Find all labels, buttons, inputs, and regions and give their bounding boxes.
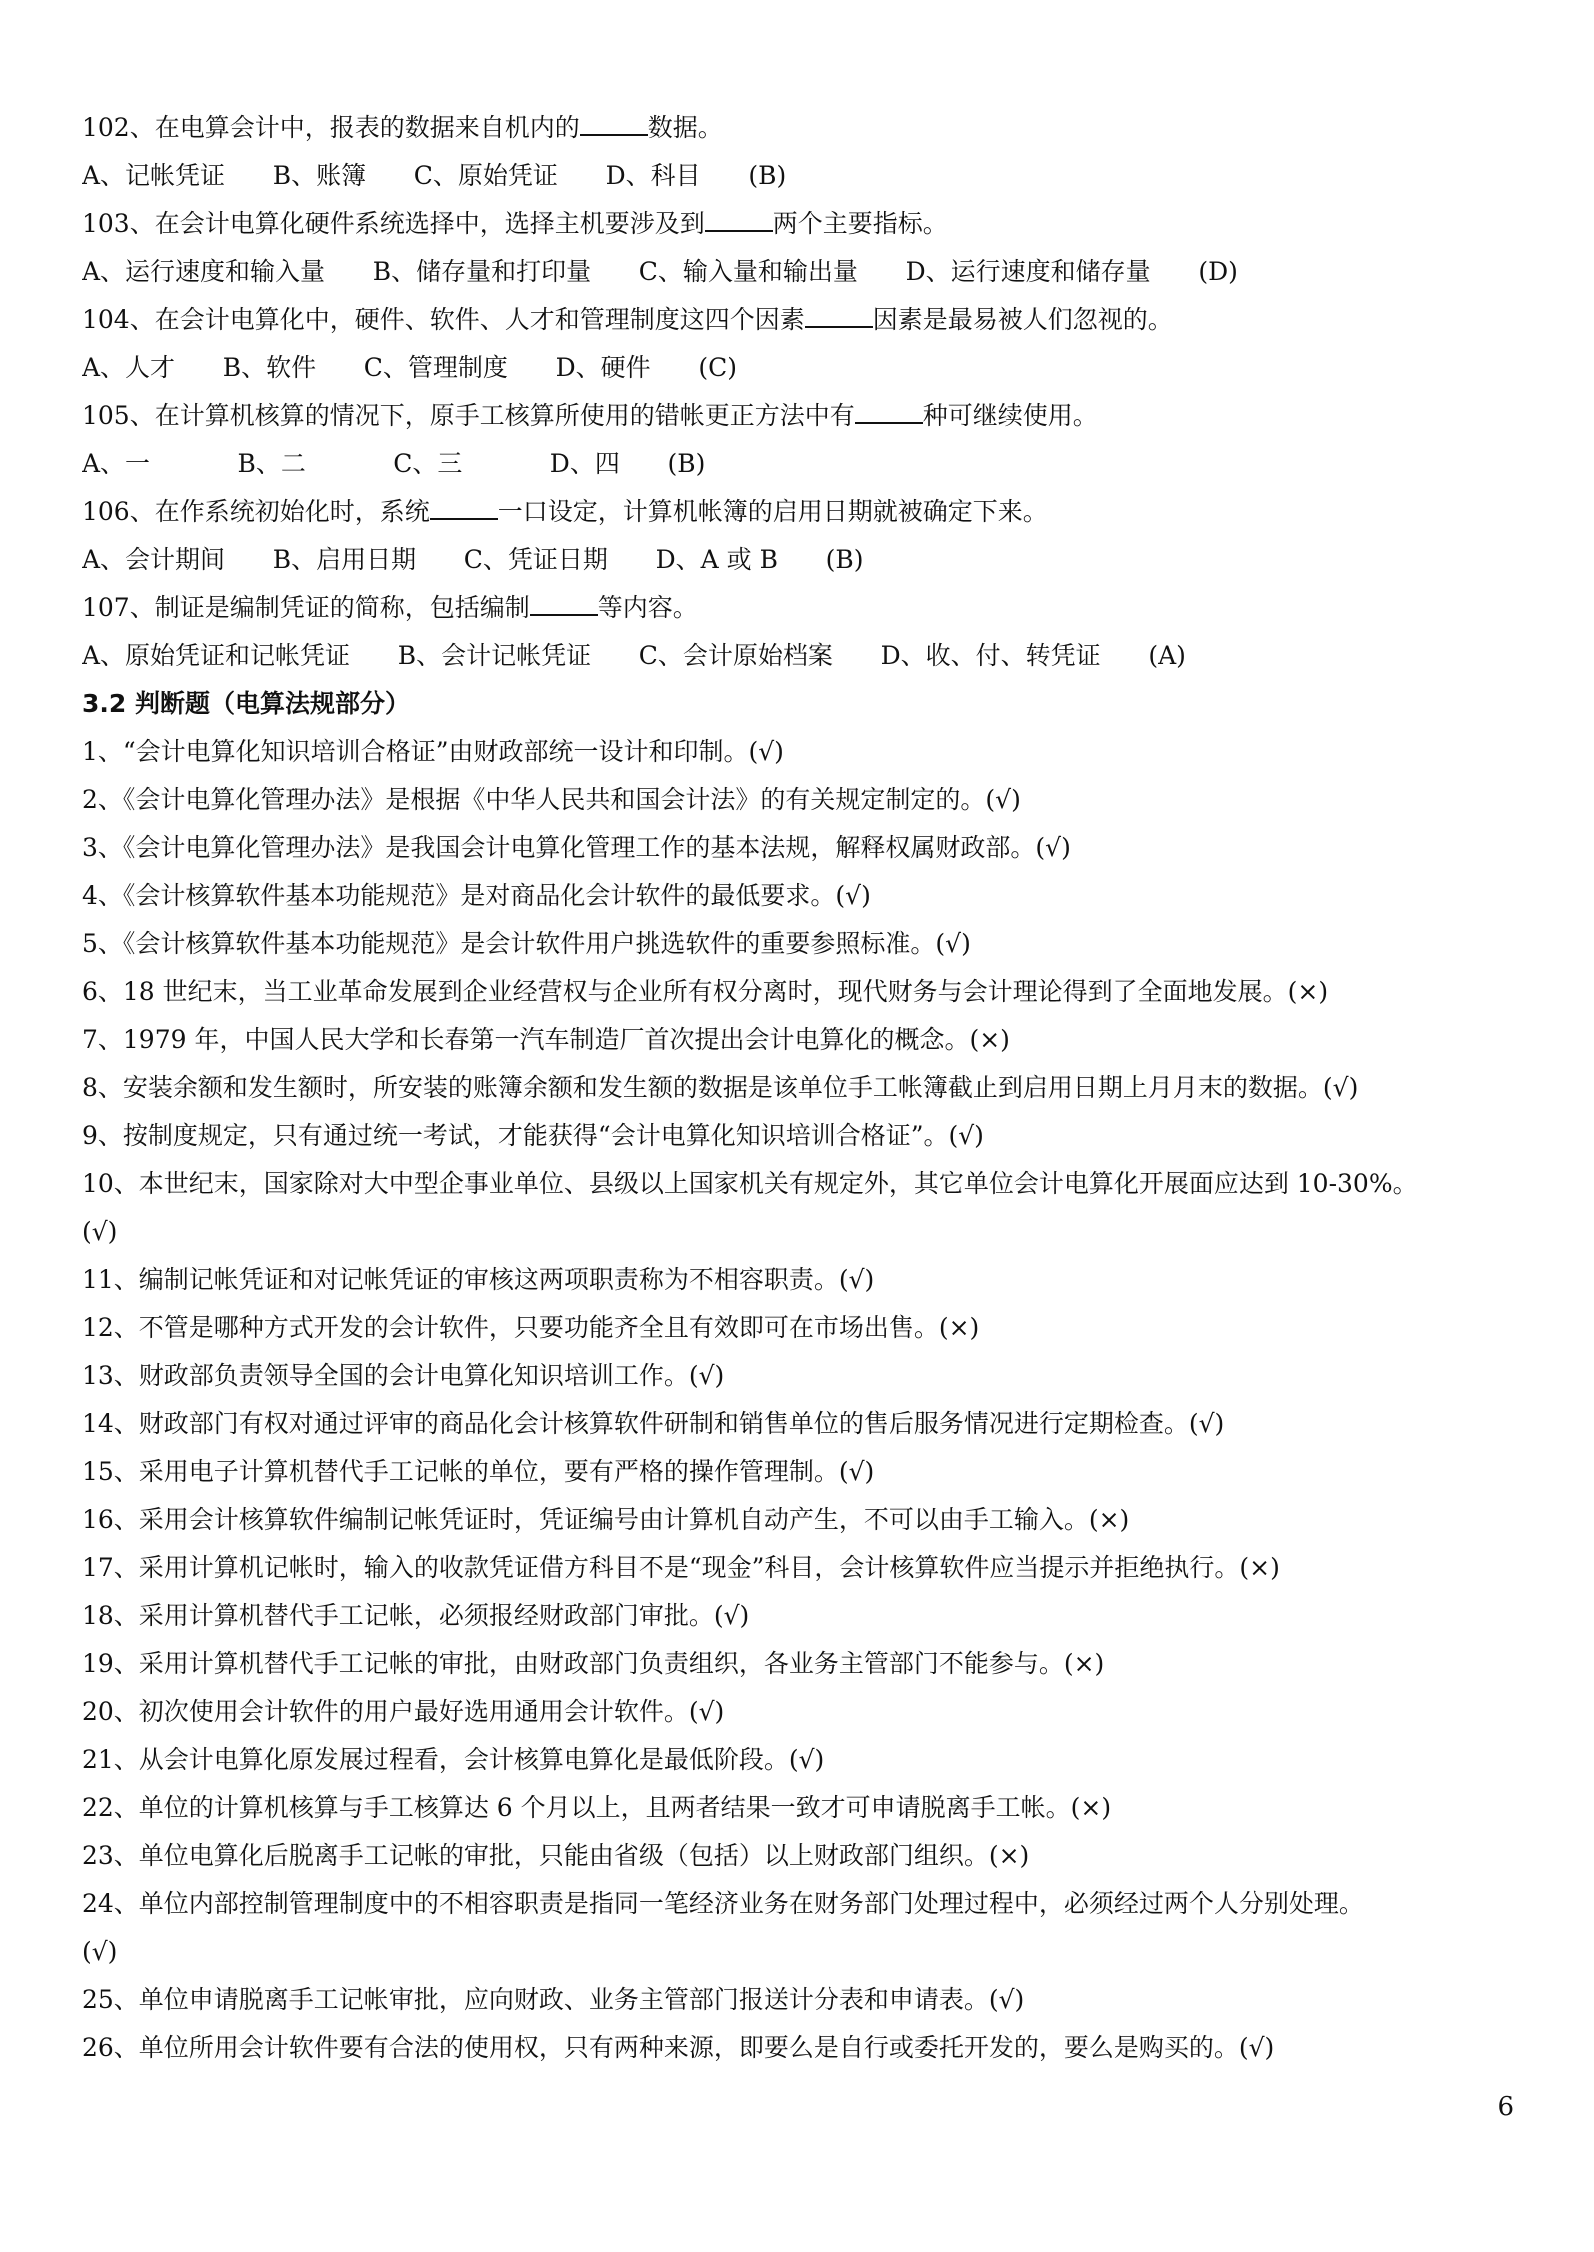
tf-item: 15、采用电子计算机替代手工记帐的单位，要有严格的操作管理制。(√) [82,1457,875,1486]
tf-item: 1、“会计电算化知识培训合格证”由财政部统一设计和印制。(√) [82,737,784,766]
tf-item-continuation: (√) [82,1937,118,1966]
tf-item: 14、财政部门有权对通过评审的商品化会计核算软件研制和销售单位的售后服务情况进行定期检查。(√) [82,1409,1225,1438]
answer-blank [855,400,923,424]
options-102: A、记帐凭证 B、账簿 C、原始凭证 D、科目 (B) [82,161,787,190]
tf-item: 11、编制记帐凭证和对记帐凭证的审核这两项职责称为不相容职责。(√) [82,1265,875,1294]
question-102: 102、在电算会计中，报表的数据来自机内的 数据。 [82,113,723,142]
options-104: A、人才 B、软件 C、管理制度 D、硬件 (C) [82,353,737,382]
tf-item: 13、财政部负责领导全国的会计电算化知识培训工作。(√) [82,1361,725,1390]
question-104: 104、在会计电算化中，硬件、软件、人才和管理制度这四个因素 因素是最易被人们忽视的。 [82,305,1173,334]
tf-item: 22、单位的计算机核算与手工核算达 6 个月以上，且两者结果一致才可申请脱离手工帐。(×) [82,1793,1112,1822]
tf-item: 4、《会计核算软件基本功能规范》是对商品化会计软件的最低要求。(√) [82,881,871,910]
tf-item: 6、18 世纪末，当工业革命发展到企业经营权与企业所有权分离时，现代财务与会计理论得到了全面地发展。(×) [82,977,1329,1006]
tf-item: 26、单位所用会计软件要有合法的使用权，只有两种来源，即要么是自行或委托开发的，要么是购买的。(√) [82,2033,1275,2062]
tf-item: 24、单位内部控制管理制度中的不相容职责是指同一笔经济业务在财务部门处理过程中，必须经过两个人分别处理。 [82,1889,1364,1918]
answer-blank [580,112,648,136]
true-false-section [82,728,1534,2072]
tf-item: 18、采用计算机替代手工记帐，必须报经财政部门审批。(√) [82,1601,750,1630]
answer-blank [530,592,598,616]
tf-item: 9、按制度规定，只有通过统一考试，才能获得“会计电算化知识培训合格证”。(√) [82,1121,984,1150]
multiple-choice-section [82,104,1534,680]
tf-item: 5、《会计核算软件基本功能规范》是会计软件用户挑选软件的重要参照标准。(√) [82,929,971,958]
tf-item: 10、本世纪末，国家除对大中型企事业单位、县级以上国家机关有规定外，其它单位会计电算化开展面应达到 10-30%。 [82,1169,1418,1198]
question-107: 107、制证是编制凭证的简称，包括编制 等内容。 [82,593,698,622]
question-105: 105、在计算机核算的情况下，原手工核算所使用的错帐更正方法中有 种可继续使用。 [82,401,1098,430]
answer-blank [705,208,773,232]
page-number: 6 [1497,2092,1514,2122]
tf-item: 8、安装余额和发生额时，所安装的账簿余额和发生额的数据是该单位手工帐簿截止到启用日期上月月末的数据。(√) [82,1073,1359,1102]
tf-item: 23、单位电算化后脱离手工记帐的审批，只能由省级（包括）以上财政部门组织。(×) [82,1841,1030,1870]
tf-item: 16、采用会计核算软件编制记帐凭证时，凭证编号由计算机自动产生，不可以由手工输入。(×) [82,1505,1130,1534]
question-103: 103、在会计电算化硬件系统选择中，选择主机要涉及到 两个主要指标。 [82,209,948,238]
tf-item: 21、从会计电算化原发展过程看，会计核算电算化是最低阶段。(√) [82,1745,825,1774]
answer-blank [430,496,498,520]
section-heading: 3.2 判断题（电算法规部分） [82,689,410,718]
options-105: A、一 B、二 C、三 D、四 (B) [82,449,706,478]
tf-item: 12、不管是哪种方式开发的会计软件，只要功能齐全且有效即可在市场出售。(×) [82,1313,980,1342]
tf-item: 25、单位申请脱离手工记帐审批，应向财政、业务主管部门报送计分表和申请表。(√) [82,1985,1025,2014]
options-103: A、运行速度和输入量 B、储存量和打印量 C、输入量和输出量 D、运行速度和储存量 (D) [82,257,1238,286]
options-106: A、会计期间 B、启用日期 C、凭证日期 D、A 或 B (B) [82,545,864,574]
tf-item: 20、初次使用会计软件的用户最好选用通用会计软件。(√) [82,1697,725,1726]
question-106: 106、在作系统初始化时，系统 一口设定，计算机帐簿的启用日期就被确定下来。 [82,497,1048,526]
tf-item: 7、1979 年，中国人民大学和长春第一汽车制造厂首次提出会计电算化的概念。(×) [82,1025,1010,1054]
answer-blank [805,304,873,328]
tf-item: 17、采用计算机记帐时，输入的收款凭证借方科目不是“现金”科目，会计核算软件应当提示并拒绝执行。(×) [82,1553,1280,1582]
options-107: A、原始凭证和记帐凭证 B、会计记帐凭证 C、会计原始档案 D、收、付、转凭证 (A) [82,641,1186,670]
tf-item: 2、《会计电算化管理办法》是根据《中华人民共和国会计法》的有关规定制定的。(√) [82,785,1021,814]
tf-item: 19、采用计算机替代手工记帐的审批，由财政部门负责组织，各业务主管部门不能参与。(×) [82,1649,1105,1678]
tf-item-continuation: (√) [82,1217,118,1246]
tf-item: 3、《会计电算化管理办法》是我国会计电算化管理工作的基本法规，解释权属财政部。(√) [82,833,1071,862]
